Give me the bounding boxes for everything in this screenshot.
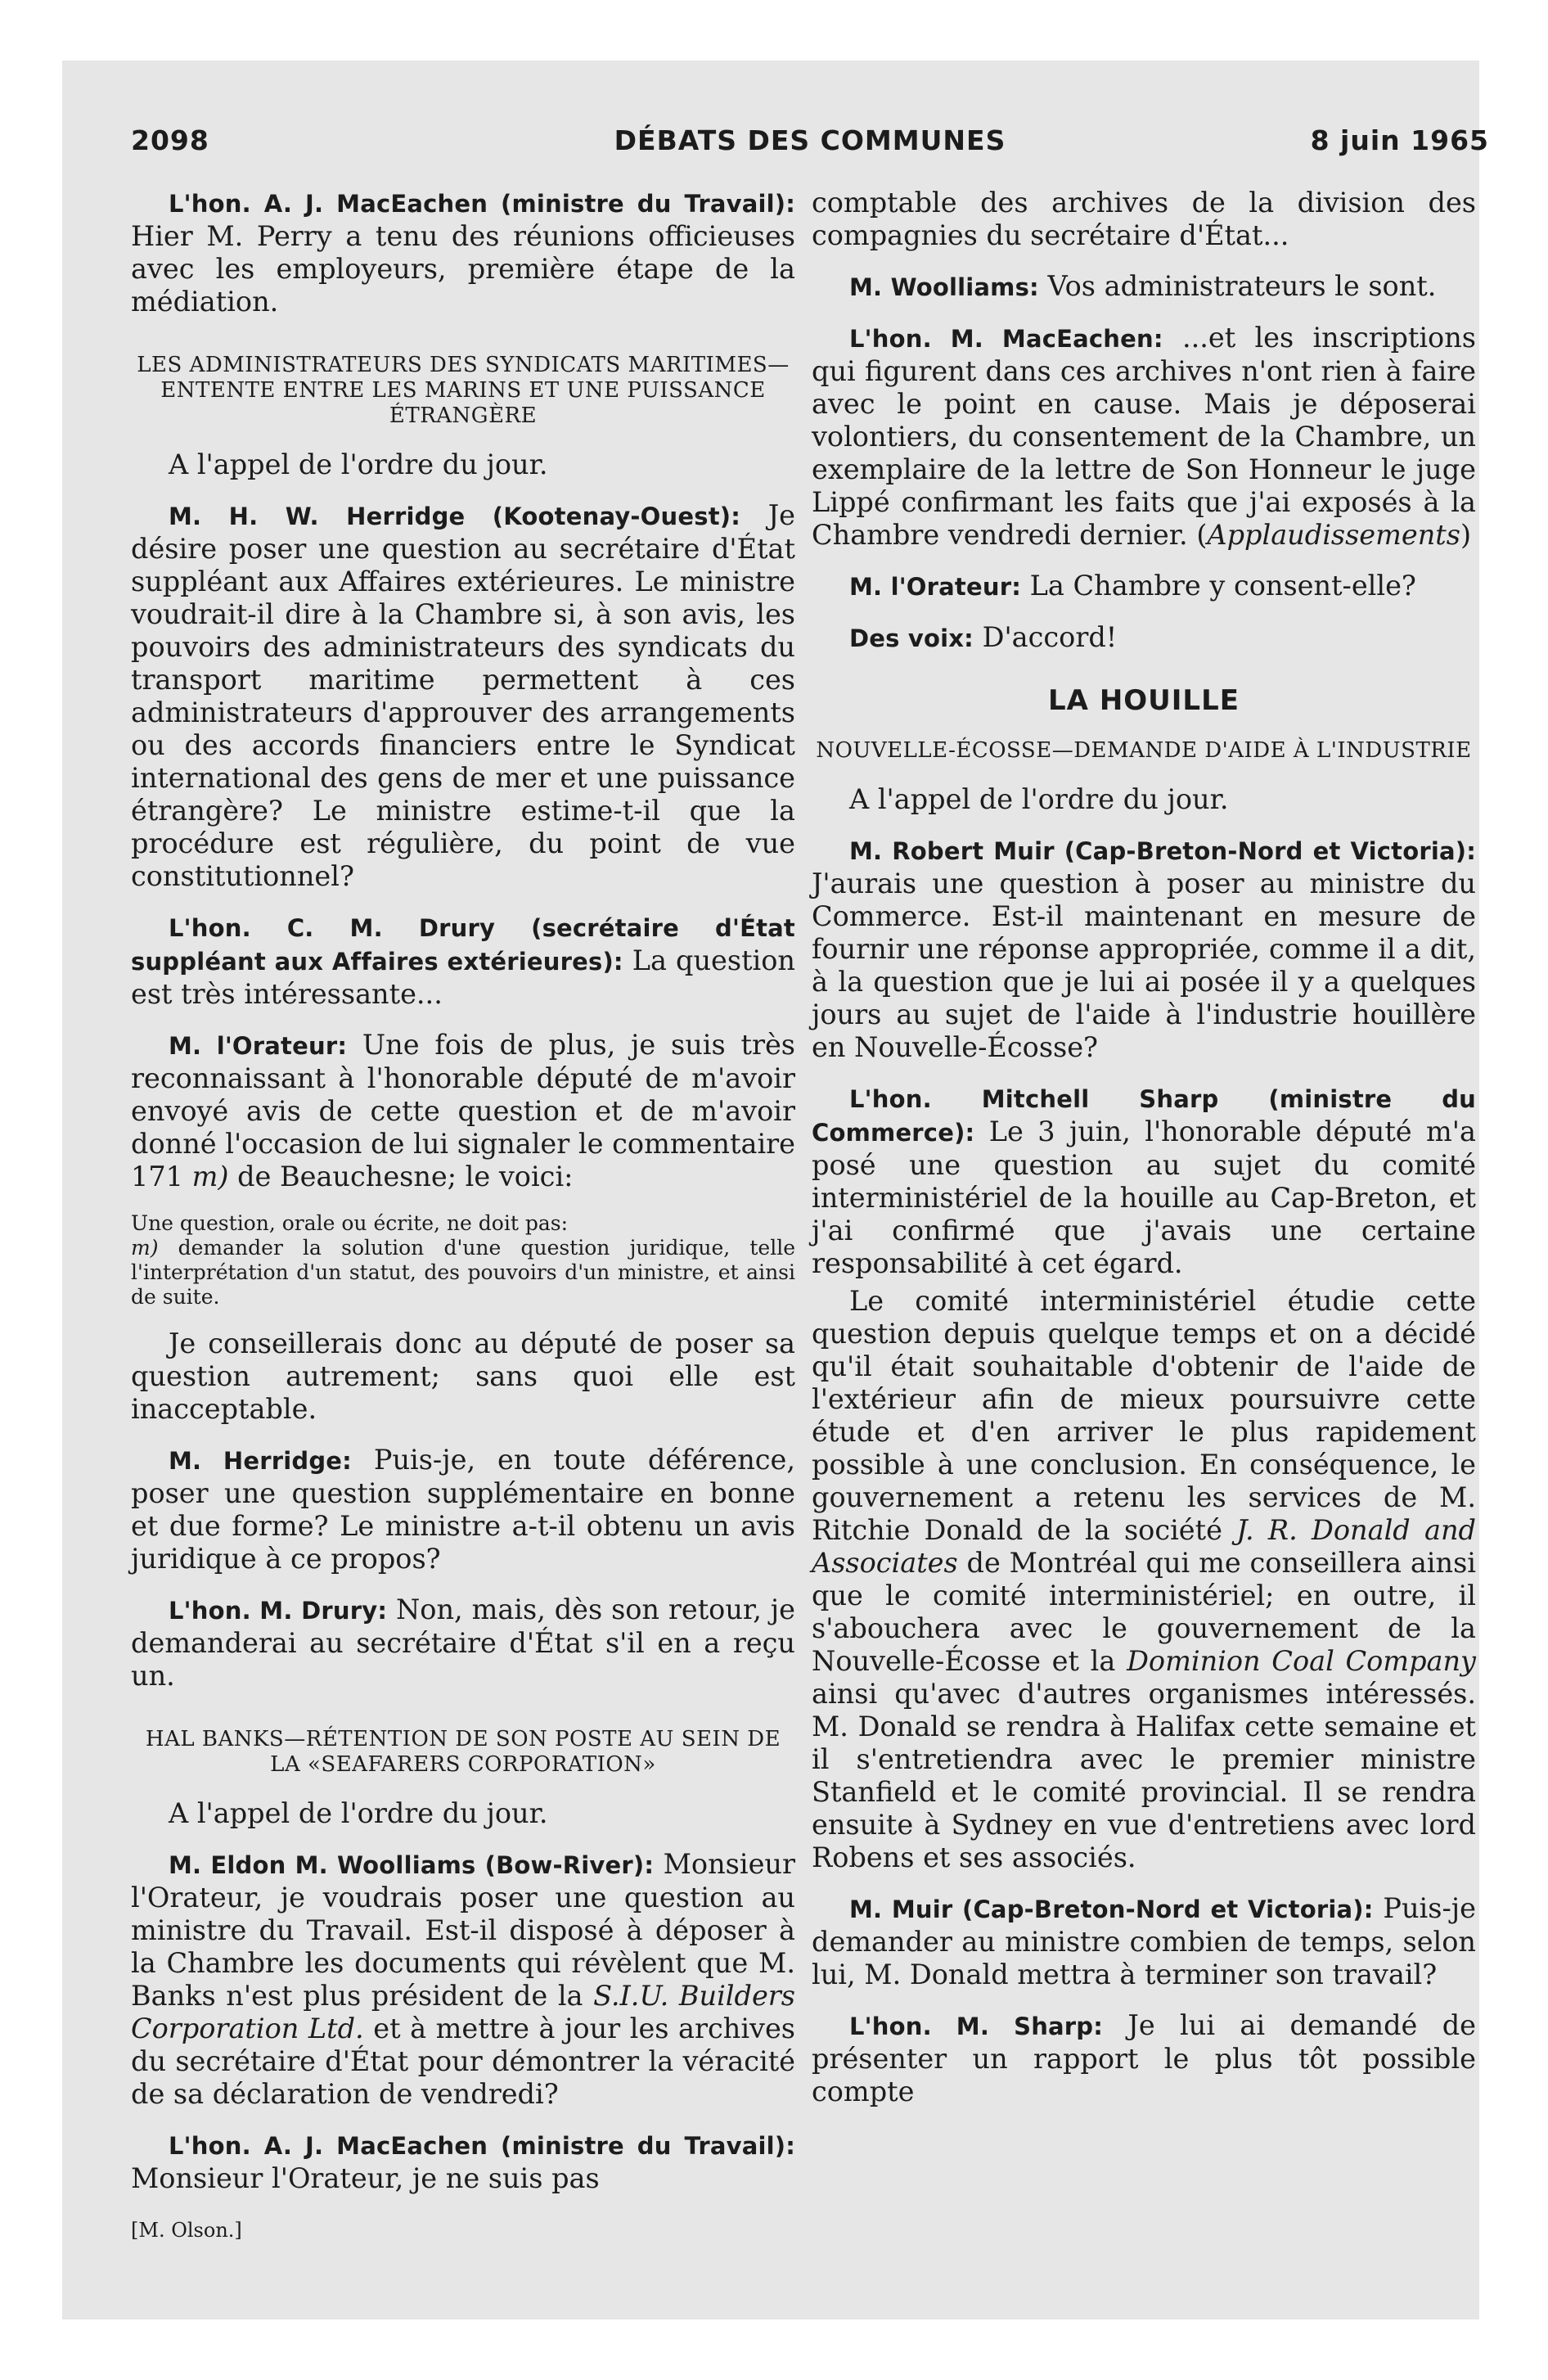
paragraph [812, 1892, 1476, 1991]
speaker: M. l'Orateur: [849, 573, 1021, 601]
topic-heading: LA HOUILLE [1048, 684, 1240, 717]
speech: Je désire poser une question au secrétaire d'État suppléant aux Affaires extérieures. Le ministre voudrait-il dire à la Chambre si, à son avis, les pouvoirs des administrateurs des syndicats du transport maritime permettent à ces administrateurs d'approuver des arrangements ou des accords financiers entre le Syndicat international des gens de mer et une puissance étrangère? Le ministre estime-t-il que la procédure est régulière, du point de vue constitutionnel? [131, 499, 796, 892]
speaker-footnote: [M. Olson.] [131, 2219, 242, 2242]
speech: de Beauchesne; le voici: [228, 1161, 574, 1192]
speech-italic: Applaudissements [1207, 519, 1460, 551]
speaker: M. Eldon M. Woolliams (Bow-River): [169, 1851, 655, 1879]
speech: La question est très intéressante... [131, 944, 795, 1010]
speaker: L'hon. M. Drury: [169, 1597, 388, 1625]
speaker: M. Woolliams: [849, 273, 1039, 301]
paragraph [131, 499, 795, 893]
quote-italic: m) [131, 1236, 159, 1260]
order-of-day: A l'appel de l'ordre du jour. [849, 783, 1229, 815]
paragraph [131, 1848, 795, 2111]
quote-text: demander la solution d'une question juridique, telle l'interprétation d'un statut, des pouvoirs d'un ministre, et ainsi de suite. [131, 1236, 795, 1309]
section-heading: LES ADMINISTRATEURS DES SYNDICATS MARITIMES—ENTENTE ENTRE LES MARINS ET UNE PUISSANCE ÉTRANGÈRE [137, 353, 790, 428]
speech-italic: Dominion Coal Company [1127, 1645, 1476, 1677]
paragraph [131, 2129, 795, 2195]
paragraph [131, 911, 795, 1011]
page-number: 2098 [131, 124, 209, 156]
paragraph [131, 187, 795, 318]
quote-line [131, 1236, 795, 1309]
speaker: L'hon. M. MacEachen: [849, 325, 1163, 353]
paragraph [812, 834, 1476, 1064]
paragraph [812, 270, 1476, 304]
speech: Le 3 juin, l'honorable député m'a posé une question au sujet du comité interministériel de la houille au Cap-Breton, et j'ai confirmé que j'avais une certaine responsabilité à cet égard. [812, 1116, 1476, 1279]
speech: Le comité interministériel étudie cette question depuis quelque temps et on a décidé qu'il était souhaitable d'obtenir de l'aide de l'extérieur afin de mieux poursuivre cette étude et d'en arriver le plus rapidement possible à une conclusion. En conséquence, le gouvernement a retenu les services de M. Ritchie Donald de la société [812, 1285, 1476, 1546]
speaker: L'hon. A. J. MacEachen (ministre du Travail): [169, 190, 795, 218]
speaker: M. Muir (Cap-Breton-Nord et Victoria): [849, 1895, 1374, 1923]
speech: ainsi qu'avec d'autres organismes intéressés. M. Donald se rendra à Halifax cette semaine et il s'entretiendra avec le premier ministre Stanfield et le comité provincial. Il se rendra ensuite à Sydney en vue d'entretiens avec lord Robens et ses associés. [812, 1678, 1476, 1873]
paragraph [812, 1285, 1476, 1874]
speaker: M. Herridge: [169, 1447, 352, 1475]
speaker: L'hon. A. J. MacEachen (ministre du Travail): [169, 2132, 795, 2160]
page-title: DÉBATS DES COMMUNES [614, 124, 1006, 156]
speech: J'aurais une question à poser au ministre du Commerce. Est-il maintenant en mesure de fournir une réponse appropriée, comme il a dit, à la question que je lui ai posée il y a quelques jours au sujet de l'aide à l'industrie houillère en Nouvelle-Écosse? [812, 868, 1476, 1063]
speech-italic: m) [191, 1161, 229, 1192]
speech: D'accord! [973, 621, 1118, 653]
speech: Puis-je, en toute déférence, poser une question supplémentaire en bonne et due forme? Le ministre a-t-il obtenu un avis juridique à ce propos? [131, 1444, 796, 1575]
speech-italic: S.I.U. Builders Corporation Ltd. [131, 1980, 795, 2044]
paragraph [131, 1444, 795, 1575]
speech: et à mettre à jour les archives du secrétaire d'État pour démontrer la véracité de sa déclaration de vendredi? [131, 2013, 795, 2110]
paragraph [812, 1082, 1476, 1280]
speech-italic: J. R. Donald and Associates [812, 1514, 1476, 1579]
speech: Vos administrateurs le sont. [1038, 270, 1437, 302]
speech: La Chambre y consent-elle? [1021, 570, 1416, 602]
speech: Hier M. Perry a tenu des réunions officieuses avec les employeurs, première étape de la médiation. [131, 220, 795, 318]
speaker: M. Robert Muir (Cap-Breton-Nord et Victoria): [849, 837, 1476, 865]
speech: de Montréal qui me conseillera ainsi que le comité interministériel; en outre, il s'abouchera avec le gouvernement de la Nouvelle-Écosse et la [812, 1547, 1476, 1677]
order-of-day: A l'appel de l'ordre du jour. [169, 449, 548, 480]
speaker: L'hon. Mitchell Sharp (ministre du Commerce): [812, 1085, 1476, 1147]
paragraph [131, 1029, 795, 1193]
speech: Je lui ai demandé de présenter un rapport le plus tôt possible compte [812, 2009, 1476, 2107]
page-date: 8 juin 1965 [1310, 124, 1489, 156]
speech: Puis-je demander au ministre combien de temps, selon lui, M. Donald mettra à terminer son travail? [812, 1892, 1476, 1990]
paragraph [131, 1593, 795, 1693]
page-header [131, 124, 1489, 165]
speaker: L'hon. M. Sharp: [849, 2013, 1104, 2040]
speech: Une fois de plus, je suis très reconnaissant à l'honorable député de m'avoir envoyé avis de cette question et de m'avoir donné l'occasion de lui signaler le commentaire 171 [131, 1029, 795, 1192]
paragraph [812, 2009, 1476, 2108]
speaker: L'hon. C. M. Drury (secrétaire d'État suppléant aux Affaires extérieures): [131, 914, 795, 976]
section-heading: HAL BANKS—RÉTENTION DE SON POSTE AU SEIN DE LA «SEAFARERS CORPORATION» [145, 1727, 781, 1777]
quote-line: Une question, orale ou écrite, ne doit pas: [131, 1211, 568, 1235]
speech: ...et les inscriptions qui figurent dans ces archives n'ont rien à faire avec le point en cause. Mais je déposerai volontiers, du consentement de la Chambre, un exemplaire de la lettre de Son Honneur le juge Lippé confirmant les faits que j'ai exposés à la Chambre vendredi dernier. ( [812, 322, 1476, 551]
order-of-day: A l'appel de l'ordre du jour. [169, 1797, 548, 1829]
speech: Non, mais, dès son retour, je demanderai au secrétaire d'État s'il en a reçu un. [131, 1593, 795, 1692]
speaker: M. H. W. Herridge (Kootenay-Ouest): [169, 503, 741, 530]
speaker: Des voix: [849, 624, 974, 652]
paragraph: comptable des archives de la division des compagnies du secrétaire d'État... [812, 187, 1476, 251]
block-quote [131, 1211, 795, 1309]
paragraph [812, 322, 1476, 552]
speech: ) [1460, 519, 1472, 551]
paragraph [812, 570, 1476, 603]
section-heading: NOUVELLE-ÉCOSSE—DEMANDE D'AIDE À L'INDUSTRIE [816, 738, 1472, 763]
paragraph: Je conseillerais donc au député de poser sa question autrement; sans quoi elle est inacceptable. [131, 1327, 795, 1425]
speech: Monsieur l'Orateur, je ne suis pas [131, 2162, 600, 2194]
speech: Monsieur l'Orateur, je voudrais poser une question au ministre du Travail. Est-il disposé à déposer à la Chambre les documents qui révèlent que M. Banks n'est plus président de la [131, 1848, 795, 2012]
left-column [131, 187, 795, 2243]
right-column [812, 187, 1476, 2126]
speaker: M. l'Orateur: [169, 1032, 348, 1060]
paragraph [812, 621, 1476, 655]
